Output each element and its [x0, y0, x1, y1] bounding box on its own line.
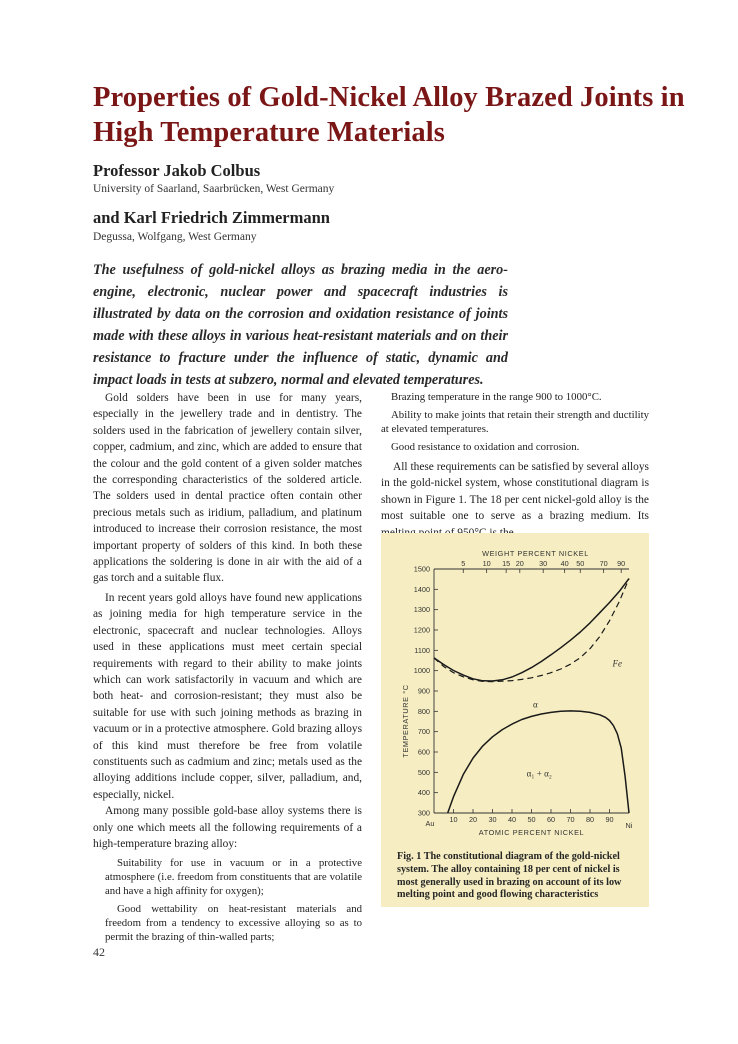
- body-paragraph: Gold solders have been in use for many years, especially in the jewellery trade and in dentistry. The solders used in the fabrication of jewellery contain silver, copper, cadmium, and zinc, which are added to ensure that the colour and the gold content of a given solder matches the corresponding characteristics of the soldered article. The solders used in dental practice often contain other precious metals such as iridium, palladium, and platinum introduced to increase their corrosion resistance, the most important property of solders of this kind. In both these applications the soldering is done in air with the aid of a gas torch and a suitable flux.: [93, 392, 362, 585]
- x-tick-label: 80: [585, 815, 595, 824]
- miscibility-gap-curve: [448, 711, 629, 813]
- x2-tick-label: 20: [515, 559, 524, 568]
- x-tick-label: 40: [507, 815, 517, 824]
- x-tick-label: 30: [488, 815, 497, 824]
- requirement-item: Good wettability on heat-resistant materials and freedom from a tendency to excessive alloying so as to permit the brazing of thin-walled parts;: [105, 903, 362, 944]
- y-tick-label: 800: [417, 706, 430, 716]
- y-tick-label: 1400: [413, 584, 430, 594]
- y-tick-label: 900: [417, 686, 430, 696]
- y-tick-label: 700: [417, 727, 430, 737]
- figure-caption: Fig. 1 The constitutional diagram of the gold-nickel system. The alloy containing 18 per cent of nickel is most generally used in brazing on account of its low melting point and good flowing characteristics: [397, 851, 622, 901]
- x-tick-label: 20: [468, 815, 478, 824]
- y-tick-label: 1500: [413, 564, 430, 574]
- x2-tick-label: 5: [461, 559, 466, 568]
- x2-tick-label: 70: [599, 559, 608, 568]
- author-affiliation: Degussa, Wolfgang, West Germany: [93, 231, 257, 243]
- y-tick-label: 300: [417, 808, 430, 818]
- y-tick-label: 1100: [414, 645, 430, 655]
- author-name: and Karl Friedrich Zimmermann: [93, 208, 330, 227]
- body-paragraph: Among many possible gold-base alloy systems there is only one which meets all the following requirements of a high-temperature brazing alloy:: [93, 805, 362, 850]
- body-column-left: [93, 390, 362, 944]
- article-title: Properties of Gold-Nickel Alloy Brazed Joints in High Temperature Materials: [93, 82, 685, 148]
- x2-tick-label: 90: [617, 559, 626, 568]
- y-tick-label: 500: [417, 767, 430, 777]
- phase-label: α: [533, 699, 538, 710]
- x-axis-label: ATOMIC PERCENT NICKEL: [478, 828, 585, 837]
- y-tick-label: 1300: [413, 605, 430, 615]
- x-tick-label: 90: [605, 815, 614, 824]
- y-axis-label: TEMPERATURE °C: [401, 684, 410, 758]
- figure-1: [381, 533, 649, 907]
- body-column-right: [381, 390, 649, 541]
- x-end-label-nickel: Ni: [625, 821, 633, 830]
- requirement-item: Good resistance to oxidation and corrosion.: [391, 441, 580, 453]
- requirement-item: Ability to make joints that retain their strength and ductility at elevated temperatures.: [381, 409, 649, 435]
- x2-tick-label: 30: [539, 559, 548, 568]
- phase-label: Fe: [612, 658, 623, 669]
- x2-tick-label: 40: [560, 559, 569, 568]
- x2-tick-label: 15: [502, 559, 511, 568]
- liquidus-curve: [434, 579, 629, 681]
- body-paragraph: In recent years gold alloys have found new applications as joining media for high temperature service in the electronic, spacecraft and nuclear technologies. Alloys used in these applications must meet certain special requirements with regard to their ability to make joints which can work satisfactorily in vacuum and which are both heat- and corrosion-resistant; they must also be suitable for use with such joining methods as brazing in vacuum or in a protective atmosphere. Gold brazing alloys of this kind must therefore be free from volatile constituents such as cadmium and zinc; metals used as the alloying additions include copper, silver, palladium, and, especially, nickel.: [93, 591, 362, 801]
- x-tick-label: 10: [449, 815, 458, 824]
- y-tick-label: 1200: [413, 625, 430, 635]
- solidus-curve: [434, 579, 629, 682]
- page-number: 42: [93, 945, 105, 959]
- author-name: Professor Jakob Colbus: [93, 161, 261, 180]
- y-tick-label: 400: [417, 788, 430, 798]
- body-paragraph: All these requirements can be satisfied by several alloys in the gold-nickel system, whose constitutional diagram is shown in Figure 1. The 18 per cent nickel-gold alloy is the most suitable one to serve as a brazing medium. Its: [381, 461, 649, 523]
- x-tick-label: 70: [566, 815, 575, 824]
- author-affiliation: University of Saarland, Saarbrücken, West Germany: [93, 183, 335, 195]
- phase-diagram-chart: [381, 533, 649, 845]
- y-tick-label: 600: [417, 747, 430, 757]
- x2-axis-label: WEIGHT PERCENT NICKEL: [482, 549, 589, 558]
- requirement-item: Suitability for use in vacuum or in a protective atmosphere (i.e. freedom from constituents that are volatile and have a high affinity for oxygen);: [105, 857, 362, 898]
- y-tick-label: 1000: [413, 666, 430, 676]
- x-end-label-gold: Au: [425, 819, 435, 828]
- x-tick-label: 50: [527, 815, 536, 824]
- requirement-item: Brazing temperature in the range 900 to 1000°C.: [391, 391, 602, 403]
- x2-tick-label: 10: [482, 559, 491, 568]
- x2-tick-label: 50: [576, 559, 585, 568]
- phase-label: α₁ + α₂: [526, 768, 552, 779]
- abstract: The usefulness of gold-nickel alloys as brazing media in the aero-engine, electronic, nuclear power and spacecraft industries is illustrated by data on the corrosion and oxidation resistance of joints made with these alloys in various heat-resistant materials and on their resistance to fracture under the influence of static, dynamic and impact loads in tests at subzero, normal and elevated temperatures.: [93, 262, 508, 388]
- x-tick-label: 60: [546, 815, 556, 824]
